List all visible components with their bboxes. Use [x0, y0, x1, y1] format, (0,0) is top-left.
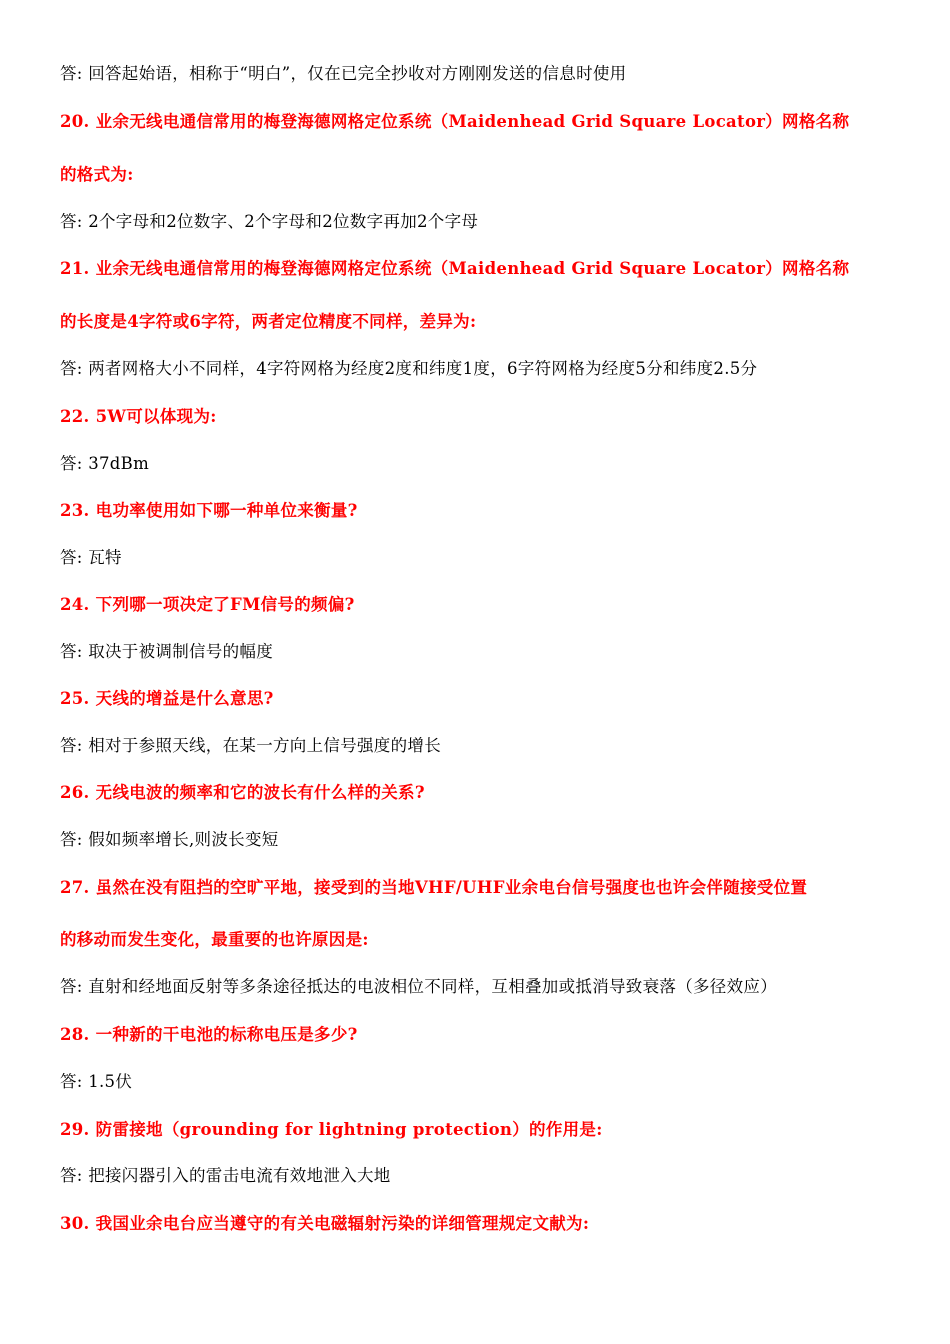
answer-line: 答: 取决于被调制信号的幅度: [60, 642, 274, 661]
answer-line: 答: 假如频率增长,则波长变短: [60, 830, 279, 849]
answer-line: 答: 1.5伏: [60, 1072, 133, 1091]
question-line: 29. 防雷接地（grounding for lightning protection）的作用是:: [60, 1120, 603, 1139]
question-line: 22. 5W可以体现为:: [60, 407, 217, 426]
question-line: 21. 业余无线电通信常用的梅登海德网格定位系统（Maidenhead Grid Square Locator）网格名称: [60, 259, 850, 278]
question-line: 30. 我国业余电台应当遵守的有关电磁辐射污染的详细管理规定文献为:: [60, 1214, 590, 1233]
answer-line: 答: 两者网格大小不同样，4字符网格为经度2度和纬度1度，6字符网格为经度5分和纬度2.5分: [60, 359, 758, 378]
question-line: 23. 电功率使用如下哪一种单位来衡量?: [60, 501, 358, 520]
answer-line: 答: 回答起始语，相称于“明白”，仅在已完全抄收对方刚刚发送的信息时使用: [60, 64, 627, 83]
answer-line: 答: 37dBm: [60, 454, 150, 473]
answer-line: 答: 瓦特: [60, 548, 122, 567]
question-line: 25. 天线的增益是什么意思?: [60, 689, 274, 708]
question-line: 26. 无线电波的频率和它的波长有什么样的关系?: [60, 783, 425, 802]
question-line-continuation: 的格式为:: [60, 165, 134, 184]
answer-line: 答: 2个字母和2位数字、2个字母和2位数字再加2个字母: [60, 212, 479, 231]
question-line-continuation: 的长度是4字符或6字符，两者定位精度不同样，差异为:: [60, 312, 477, 331]
question-line: 28. 一种新的干电池的标称电压是多少?: [60, 1025, 358, 1044]
question-line: 24. 下列哪一项决定了FM信号的频偏?: [60, 595, 355, 614]
answer-line: 答: 直射和经地面反射等多条途径抵达的电波相位不同样，互相叠加或抵消导致衰落（多径效应）: [60, 977, 778, 996]
question-line: 27. 虽然在没有阻挡的空旷平地，接受到的当地VHF/UHF业余电台信号强度也也许会伴随接受位置: [60, 878, 808, 897]
question-line-continuation: 的移动而发生变化，最重要的也许原因是:: [60, 930, 369, 949]
question-line: 20. 业余无线电通信常用的梅登海德网格定位系统（Maidenhead Grid Square Locator）网格名称: [60, 112, 850, 131]
answer-line: 答: 相对于参照天线，在某一方向上信号强度的增长: [60, 736, 442, 755]
answer-line: 答: 把接闪器引入的雷击电流有效地泄入大地: [60, 1166, 391, 1185]
